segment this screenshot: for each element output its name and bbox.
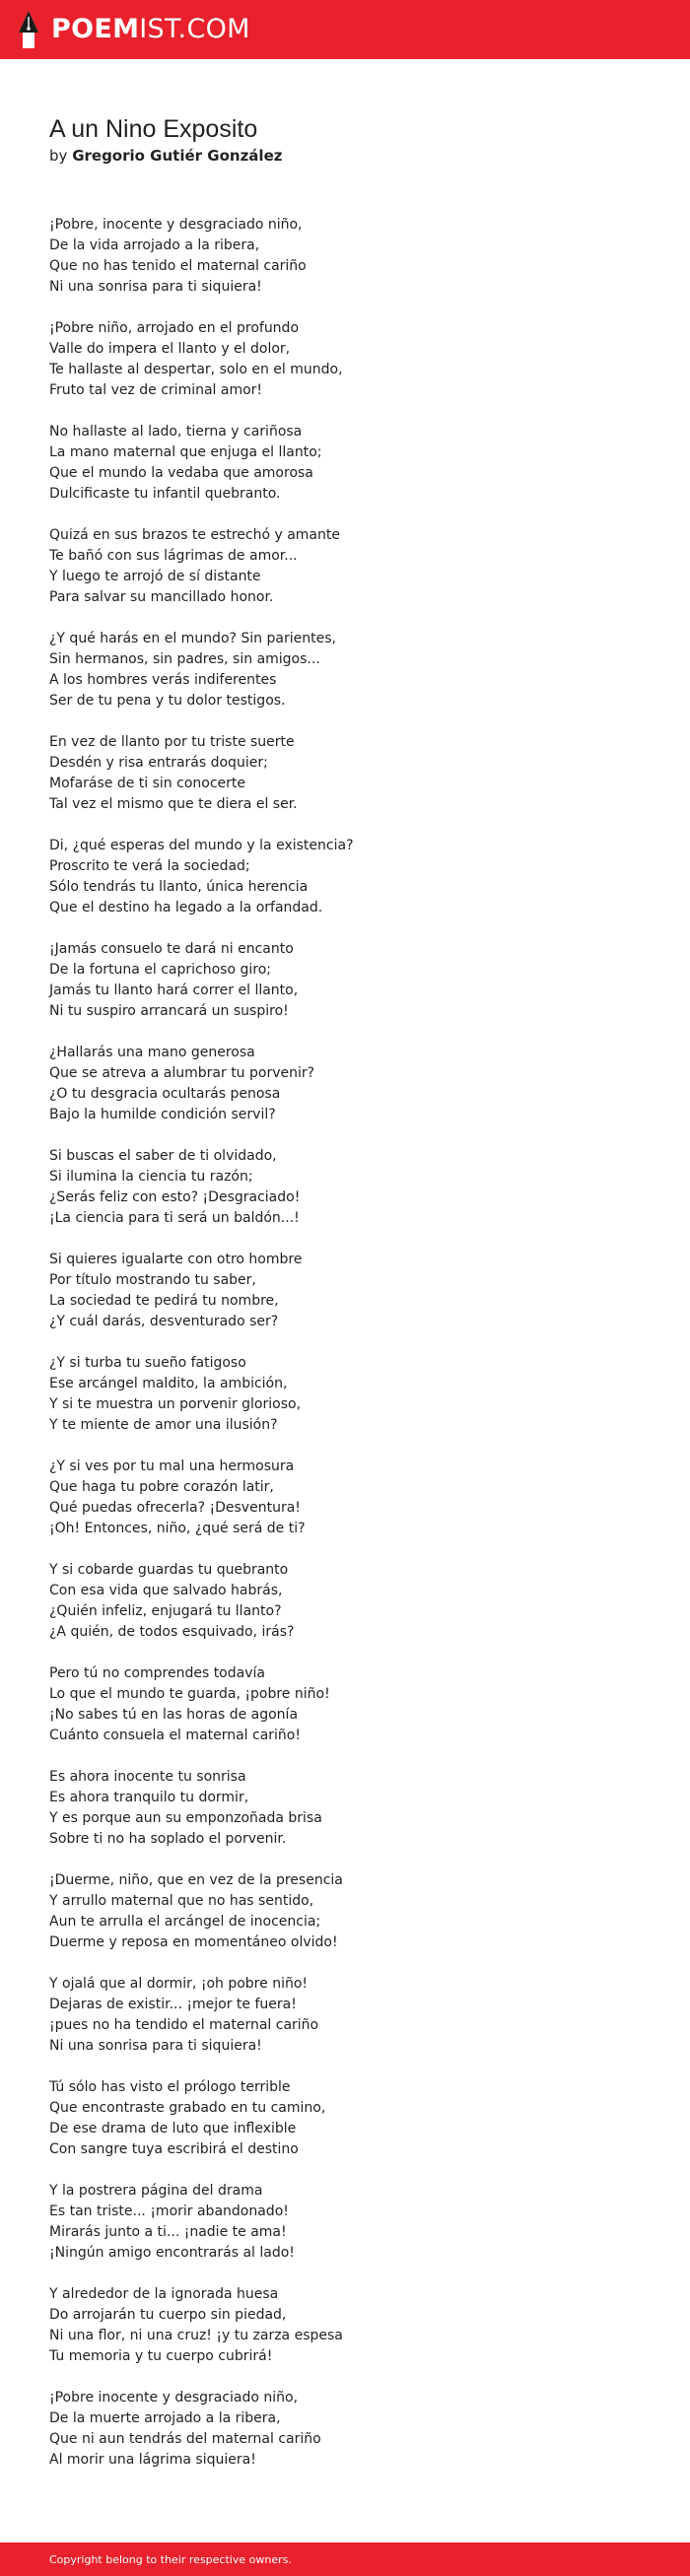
poem-line: Ni una flor, ni una cruz! ¡y tu zarza espesa bbox=[49, 2328, 343, 2343]
poem-line: Y luego te arrojó de sí distante bbox=[49, 569, 261, 584]
poem-line: Fruto tal vez de criminal amor! bbox=[49, 382, 263, 398]
poem-line: Tal vez el mismo que te diera el ser. bbox=[49, 796, 298, 812]
poem-line: ¡Pobre, inocente y desgraciado niño, bbox=[49, 217, 303, 233]
poem-stanza bbox=[49, 1146, 641, 1229]
poem-line: Qué puedas ofrecerla? ¡Desventura! bbox=[49, 1500, 301, 1516]
poem-line: Aun te arrulla el arcángel de inocencia; bbox=[49, 1914, 321, 1930]
poem-line: Mirarás junto a ti... ¡nadie te ama! bbox=[49, 2224, 287, 2240]
poem-line: ¿Y si ves por tu mal una hermosura bbox=[49, 1458, 295, 1474]
poem-line: Ni tu suspiro arrancará un suspiro! bbox=[49, 1003, 289, 1019]
poem-line: Te hallaste al despertar, solo en el mundo, bbox=[49, 362, 343, 377]
poem-line: Si buscas el saber de ti olvidado, bbox=[49, 1148, 277, 1164]
logo-light-text: IST.COM bbox=[139, 14, 250, 44]
poem-line: ¡Jamás consuelo te dará ni encanto bbox=[49, 941, 294, 957]
poem-stanza bbox=[49, 1457, 641, 1539]
poem-line: ¿Serás feliz con esto? ¡Desgraciado! bbox=[49, 1189, 301, 1205]
poem-line: Es ahora tranquilo tu dormir, bbox=[49, 1790, 249, 1805]
poem-line: Es tan triste... ¡morir abandonado! bbox=[49, 2203, 289, 2219]
poem-line: Di, ¿qué esperas del mundo y la existencia? bbox=[49, 838, 354, 853]
author-link[interactable]: Gregorio Gutiér González bbox=[72, 147, 283, 165]
poem-stanza bbox=[49, 2284, 641, 2367]
poem-line: Sobre ti no ha soplado el porvenir. bbox=[49, 1831, 287, 1847]
poem-stanza bbox=[49, 318, 641, 401]
poem-line: Y arrullo maternal que no has sentido, bbox=[49, 1893, 314, 1909]
poem-stanza bbox=[49, 215, 641, 298]
poem-body bbox=[49, 215, 641, 2491]
poem-line: ¿Y qué harás en el mundo? Sin parientes, bbox=[49, 631, 336, 646]
poem-line: ¿O tu desgracia ocultarás penosa bbox=[49, 1086, 281, 1102]
poem-line: Sólo tendrás tu llanto, única herencia bbox=[49, 879, 309, 895]
poem-line: Duerme y reposa en momentáneo olvido! bbox=[49, 1934, 338, 1950]
poem-stanza bbox=[49, 1974, 641, 2057]
poem-line: Ni una sonrisa para ti siquiera! bbox=[49, 2038, 262, 2054]
poem-line: Sin hermanos, sin padres, sin amigos... bbox=[49, 651, 320, 667]
poem-stanza bbox=[49, 1663, 641, 1746]
poem-stanza bbox=[49, 1767, 641, 1850]
poem-line: ¡Duerme, niño, que en vez de la presencia bbox=[49, 1872, 343, 1888]
logo-bold-text: POEM bbox=[51, 14, 140, 44]
poem-line: ¿Hallarás una mano generosa bbox=[49, 1045, 255, 1060]
poem-stanza bbox=[49, 1043, 641, 1125]
poem-line: Do arrojarán tu cuerpo sin piedad, bbox=[49, 2307, 287, 2323]
pen-nib-icon bbox=[18, 10, 39, 49]
copyright-text: Copyright belong to their respective owners. bbox=[49, 2552, 292, 2566]
poem-line: Desdén y risa entrarás doquier; bbox=[49, 755, 268, 771]
poem-line: Lo que el mundo te guarda, ¡pobre niño! bbox=[49, 1686, 330, 1702]
site-header bbox=[0, 0, 690, 59]
poem-line: Proscrito te verá la sociedad; bbox=[49, 858, 250, 874]
poem-line: Ese arcángel maldito, la ambición, bbox=[49, 1376, 288, 1391]
poem-line: ¡La ciencia para ti será un baldón...! bbox=[49, 1210, 300, 1226]
poem-line: Con sangre tuya escribirá el destino bbox=[49, 2141, 299, 2157]
poem-line: Si ilumina la ciencia tu razón; bbox=[49, 1169, 253, 1185]
poem-line: Y es porque aun su emponzoñada brisa bbox=[49, 1810, 322, 1826]
poem-line: No hallaste al lado, tierna y cariñosa bbox=[49, 424, 303, 440]
poem-line: Bajo la humilde condición servil? bbox=[49, 1107, 276, 1122]
poem-line: La mano maternal que enjuga el llanto; bbox=[49, 444, 322, 460]
poem-line: Jamás tu llanto hará correr el llanto, bbox=[49, 983, 299, 998]
poem-line: ¿Y si turba tu sueño fatigoso bbox=[49, 1355, 246, 1371]
poem-stanza bbox=[49, 629, 641, 712]
byline-prefix: by bbox=[49, 147, 68, 165]
poem-line: Para salvar su mancillado honor. bbox=[49, 589, 274, 605]
poem-line: ¡pues no ha tendido el maternal cariño bbox=[49, 2017, 319, 2033]
poem-line: ¡Ningún amigo encontrarás al lado! bbox=[49, 2245, 295, 2261]
site-logo-text bbox=[51, 0, 250, 59]
poem-stanza bbox=[49, 1870, 641, 1953]
poem-stanza bbox=[49, 1560, 641, 1643]
poem-line: Es ahora inocente tu sonrisa bbox=[49, 1769, 246, 1785]
poem-stanza bbox=[49, 2181, 641, 2264]
poem-line: Y te miente de amor una ilusión? bbox=[49, 1417, 278, 1433]
poem-line: Que ni aun tendrás del maternal cariño bbox=[49, 2431, 321, 2447]
poem-stanza bbox=[49, 422, 641, 505]
poem-line: Dulcificaste tu infantil quebranto. bbox=[49, 486, 281, 502]
poem-line: Que el destino ha legado a la orfandad. bbox=[49, 900, 323, 915]
poem-line: ¿Quién infeliz, enjugará tu llanto? bbox=[49, 1603, 282, 1619]
poem-line: Quizá en sus brazos te estrechó y amante bbox=[49, 527, 340, 543]
poem-stanza bbox=[49, 525, 641, 608]
poem-line: Que no has tenido el maternal cariño bbox=[49, 258, 307, 274]
poem-line: Que se atreva a alumbrar tu porvenir? bbox=[49, 1065, 315, 1081]
poem-stanza bbox=[49, 1353, 641, 1436]
poem-stanza bbox=[49, 1250, 641, 1332]
poem-line: En vez de llanto por tu triste suerte bbox=[49, 734, 295, 750]
poem-line: ¿Y cuál darás, desventurado ser? bbox=[49, 1314, 279, 1329]
poem-stanza bbox=[49, 2388, 641, 2471]
poem-line: ¡Pobre inocente y desgraciado niño, bbox=[49, 2390, 299, 2406]
poem-line: Ser de tu pena y tu dolor testigos. bbox=[49, 693, 286, 709]
poem-line: Que encontraste grabado en tu camino, bbox=[49, 2100, 326, 2116]
site-logo-link[interactable] bbox=[18, 0, 250, 59]
poem-line: Si quieres igualarte con otro hombre bbox=[49, 1252, 303, 1267]
poem-line: A los hombres verás indiferentes bbox=[49, 672, 277, 688]
poem-line: Valle do impera el llanto y el dolor, bbox=[49, 341, 291, 357]
poem-line: Que haga tu pobre corazón latir, bbox=[49, 1479, 274, 1495]
poem-line: Que el mundo la vedaba que amorosa bbox=[49, 465, 313, 481]
poem-line: De la muerte arrojado a la ribera, bbox=[49, 2410, 281, 2426]
poem-line: Con esa vida que salvado habrás, bbox=[49, 1583, 283, 1598]
site-footer bbox=[0, 2542, 690, 2576]
poem-line: Por título mostrando tu saber, bbox=[49, 1272, 256, 1288]
poem-title: A un Nino Exposito bbox=[49, 115, 258, 143]
poem-line: Al morir una lágrima siquiera! bbox=[49, 2452, 256, 2468]
poem-line: Dejaras de existir... ¡mejor te fuera! bbox=[49, 1997, 297, 2012]
poem-line: Ni una sonrisa para ti siquiera! bbox=[49, 279, 262, 295]
poem-stanza bbox=[49, 2077, 641, 2160]
poem-stanza bbox=[49, 732, 641, 815]
poem-line: Tú sólo has visto el prólogo terrible bbox=[49, 2079, 291, 2095]
poem-line: Te bañó con sus lágrimas de amor... bbox=[49, 548, 298, 564]
poem-line: ¡Pobre niño, arrojado en el profundo bbox=[49, 320, 300, 336]
poem-line: Mofaráse de ti sin conocerte bbox=[49, 776, 246, 791]
poem-line: Y alrededor de la ignorada huesa bbox=[49, 2286, 279, 2302]
poem-stanza bbox=[49, 939, 641, 1022]
poem-line: De ese drama de luto que inflexible bbox=[49, 2121, 297, 2136]
poem-line: Pero tú no comprendes todavía bbox=[49, 1665, 265, 1681]
poem-line: Y si te muestra un porvenir glorioso, bbox=[49, 1396, 302, 1412]
poem-line: ¿A quién, de todos esquivado, irás? bbox=[49, 1624, 295, 1640]
poem-line: Y si cobarde guardas tu quebranto bbox=[49, 1562, 289, 1578]
poem-byline bbox=[49, 146, 282, 166]
poem-line: ¡Oh! Entonces, niño, ¿qué será de ti? bbox=[49, 1521, 306, 1536]
poem-stanza bbox=[49, 836, 641, 918]
poem-line: De la fortuna el caprichoso giro; bbox=[49, 962, 271, 978]
poem-line: De la vida arrojado a la ribera, bbox=[49, 237, 260, 253]
poem-line: Tu memoria y tu cuerpo cubrirá! bbox=[49, 2348, 273, 2364]
poem-line: Y la postrera página del drama bbox=[49, 2183, 263, 2199]
poem-line: Cuánto consuela el maternal cariño! bbox=[49, 1728, 301, 1743]
poem-line: Y ojalá que al dormir, ¡oh pobre niño! bbox=[49, 1976, 309, 1992]
poem-line: ¡No sabes tú en las horas de agonía bbox=[49, 1707, 299, 1723]
poem-line: La sociedad te pedirá tu nombre, bbox=[49, 1293, 279, 1309]
